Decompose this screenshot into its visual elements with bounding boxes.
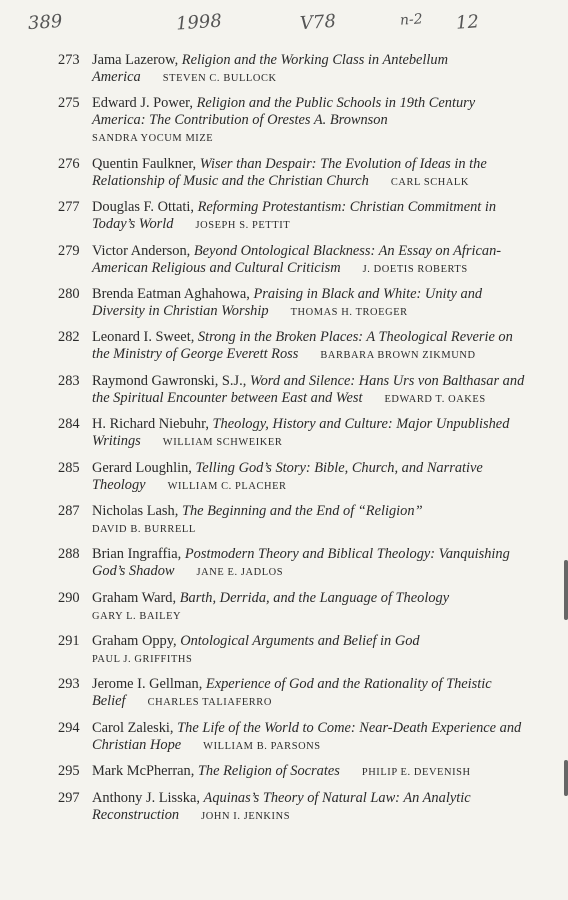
reviewer-name: BARBARA BROWN ZIKMUND [320,350,476,362]
book-author: Edward J. Power, [92,95,193,112]
book-title: Reforming Protestantism: Christian Commitment in Today’s World [92,199,497,233]
page-number: 280 [58,285,80,302]
book-title: The Life of the World to Come: Near-Death Experience and Christian Hope [92,719,522,753]
reviewer-name: SANDRA YOCUM MIZE [92,133,214,145]
page-edge-mark [564,760,568,796]
handwritten-note: 1998 [175,10,223,35]
book-title: Praising in Black and White: Unity and Diversity in Christian Worship [92,285,483,319]
book-title: Experience of God and the Rationality of Theistic Belief [92,676,492,710]
book-author: Victor Anderson, [92,242,191,259]
review-entry [58,95,528,147]
book-author: Nicholas Lash, [92,502,179,519]
review-entry [58,199,528,234]
review-entry [58,676,528,711]
book-author: Graham Oppy, [92,633,177,650]
book-title: Barth, Derrida, and the Language of Theology [179,589,450,606]
reviewer-name: J. DOETIS ROBERTS [362,263,468,275]
reviewer-name: EDWARD T. OAKES [384,393,486,405]
book-title: Telling God’s Story: Bible, Church, and Narrative Theology [92,459,483,493]
page-number: 297 [58,789,80,806]
review-entry [58,633,528,668]
book-author: Brenda Eatman Aghahowa, [92,285,250,302]
review-entry [58,503,528,538]
book-author: Carol Zaleski, [92,719,174,736]
page-number: 284 [58,416,80,433]
reviewer-name: THOMAS H. TROEGER [290,306,408,318]
reviewer-name: JOSEPH S. PETTIT [195,220,291,232]
review-list [58,52,528,833]
page-number: 282 [58,329,80,346]
page-number: 276 [58,155,80,172]
book-title: Ontological Arguments and Belief in God [180,633,420,650]
review-entry [58,460,528,495]
book-title: The Beginning and the End of “Religion” [181,502,423,519]
book-author: Quentin Faulkner, [92,155,197,172]
reviewer-name: STEVEN C. BULLOCK [162,73,277,84]
review-entry [58,416,528,451]
book-author: H. Richard Niebuhr, [92,416,209,433]
reviewer-name: CHARLES TALIAFERRO [147,697,272,709]
reviewer-name: WILLIAM C. PLACHER [167,480,287,492]
page-number: 291 [58,633,80,650]
page-number: 287 [58,502,80,519]
review-entry [58,590,528,625]
book-author: Mark McPherran, [92,763,195,780]
book-title: Theology, History and Culture: Major Unpublished Writings [92,416,510,450]
book-author: Brian Ingraffia, [92,546,182,563]
book-author: Douglas F. Ottati, [92,199,194,216]
book-title: Word and Silence: Hans Urs von Balthasar and the Spiritual Encounter between East and West [92,372,525,406]
page-edge-mark [564,560,568,620]
review-entry [58,286,528,321]
book-title: Religion and the Public Schools in 19th Century America: The Contribution of Orestes A. Brownson [92,95,476,129]
reviewer-name: DAVID B. BURRELL [92,523,196,535]
book-title: Aquinas’s Theory of Natural Law: An Analytic Reconstruction [92,789,471,823]
reviewer-name: JANE E. JADLOS [196,567,284,579]
book-title: Postmodern Theory and Biblical Theology: Vanquishing God’s Shadow [92,546,510,580]
review-entry [58,156,528,191]
handwritten-note: 389 [27,10,64,35]
page-number: 295 [58,763,80,780]
book-author: Jerome I. Gellman, [92,676,203,693]
book-author: Jama Lazerow, [92,52,179,68]
book-title: The Religion of Socrates [197,763,340,780]
handwritten-note: n-2 [399,11,424,29]
page-number: 285 [58,459,80,476]
reviewer-name: PAUL J. GRIFFITHS [92,654,193,666]
book-title: Wiser than Despair: The Evolution of Ideas in the Relationship of Music and the Christian Church [92,155,487,189]
reviewer-name: JOHN I. JENKINS [201,810,291,822]
review-entry [58,373,528,408]
review-entry [58,546,528,581]
reviewer-name: PHILIP E. DEVENISH [361,767,471,779]
reviewer-name: WILLIAM B. PARSONS [203,740,321,752]
page-number: 279 [58,242,80,259]
book-author: Gerard Loughlin, [92,459,192,476]
page-number: 290 [58,589,80,606]
book-title: Strong in the Broken Places: A Theological Reverie on the Ministry of George Everett Ross [92,329,513,363]
review-entry [58,52,528,87]
reviewer-name: CARL SCHALK [390,176,469,188]
book-title: Religion and the Working Class in Antebellum America [92,52,448,85]
review-entry [58,790,528,825]
page-number: 277 [58,199,80,216]
book-author: Leonard I. Sweet, [92,329,195,346]
page-number: 293 [58,676,80,693]
reviewer-name: GARY L. BAILEY [92,610,182,622]
review-entry [58,763,528,781]
page-number: 275 [58,95,80,112]
book-title: Beyond Ontological Blackness: An Essay on African-American Religious and Cultural Criticism [92,242,502,276]
review-entry [58,720,528,755]
book-author: Raymond Gawronski, S.J., [92,372,247,389]
page-number: 294 [58,719,80,736]
handwritten-annotation [0,6,568,40]
page-number: 273 [58,52,80,68]
reviewer-name: WILLIAM SCHWEIKER [162,437,283,449]
handwritten-note: 12 [455,11,480,34]
book-author: Anthony J. Lisska, [92,789,200,806]
page-number: 288 [58,546,80,563]
book-author: Graham Ward, [92,589,177,606]
handwritten-note: V78 [299,10,337,35]
review-entry [58,329,528,364]
review-entry [58,243,528,278]
page-number: 283 [58,372,80,389]
